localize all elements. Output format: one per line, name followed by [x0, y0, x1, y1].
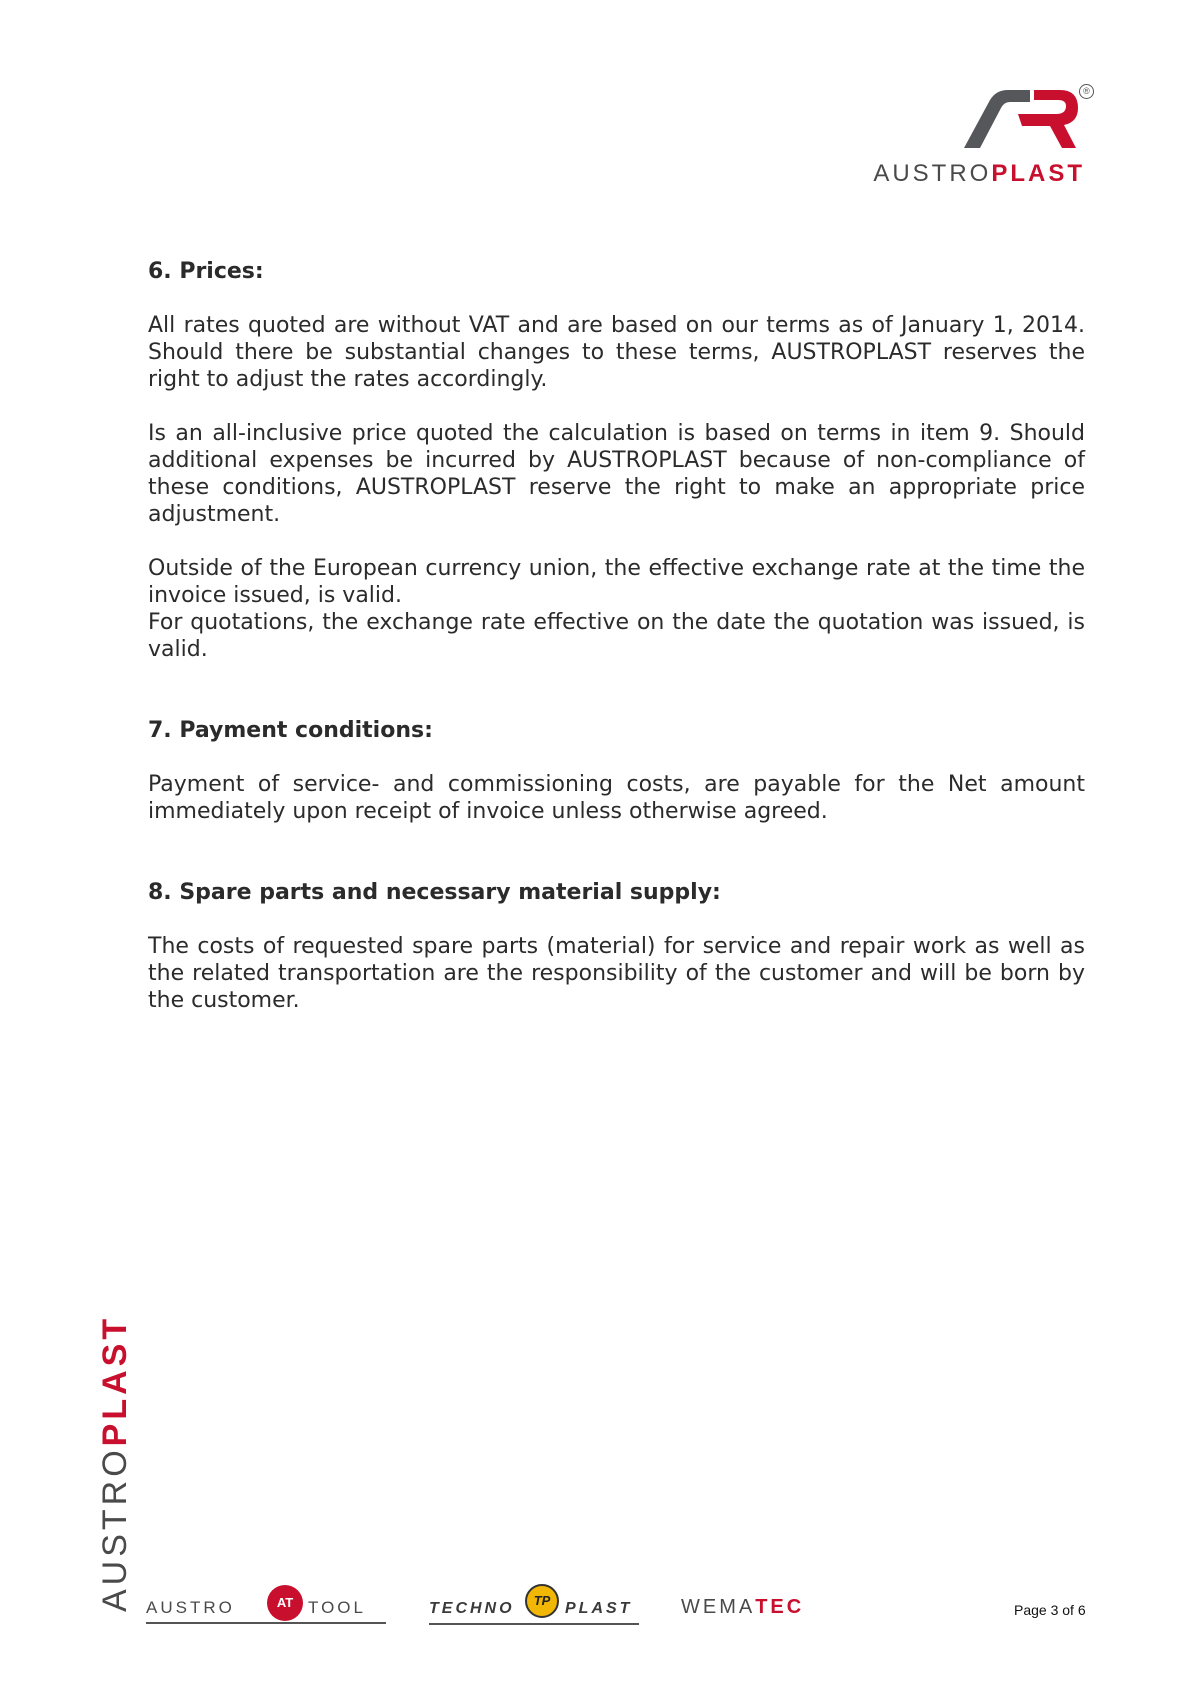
section-heading-payment-conditions: 7. Payment conditions:	[148, 718, 433, 743]
wematec-logo	[681, 1580, 831, 1630]
vertical-austroplast-brand	[98, 1315, 132, 1612]
prices-paragraph-3: Outside of the European currency union, the effective exchange rate at the time the invoice issued, is valid.	[148, 556, 1085, 608]
austrotool-logo	[146, 1580, 386, 1630]
wematec-part-tec: TEC	[755, 1596, 805, 1618]
austrotool-left-text: AUSTRO	[146, 1598, 235, 1617]
austroplast-header-logo	[805, 82, 1095, 187]
prices-paragraph-2: Is an all-inclusive price quoted the calculation is based on terms in item 9. Should additional expenses be incurred by AUSTROPLAST because of non-compliance of these conditions, AUSTROPLAST reserve the right to make an appropriate price adjustment.	[148, 421, 1085, 527]
prices-paragraph-1: All rates quoted are without VAT and are based on our terms as of January 1, 2014. Should there be substantial changes to these terms, AUSTROPLAST reserves the right to adjust the rates accordingly.	[148, 313, 1085, 392]
side-brand-austro: AUSTRO	[96, 1446, 134, 1612]
technoplast-logo	[429, 1580, 639, 1630]
austrotool-underline	[146, 1622, 386, 1624]
page-number: Page 3 of 6	[1014, 1602, 1086, 1618]
document-body	[148, 258, 1085, 1014]
section-heading-spare-parts: 8. Spare parts and necessary material supply:	[148, 880, 721, 905]
header-logo-wordmark	[805, 160, 1085, 188]
registered-mark: ®	[1079, 84, 1094, 99]
wematec-part-wema: WEMA	[681, 1596, 756, 1618]
logo-word-austro: AUSTRO	[873, 160, 992, 187]
technoplast-underline	[429, 1623, 639, 1625]
section-heading-prices: 6. Prices:	[148, 259, 264, 284]
technoplast-left-text: TECHNO	[429, 1600, 515, 1617]
spare-parts-paragraph-1: The costs of requested spare parts (material) for service and repair work as well as the related transportation are the responsibility of the customer and will be born by the customer.	[148, 934, 1085, 1013]
side-brand-plast: PLAST	[96, 1314, 134, 1447]
austrotool-right-text: TOOL	[308, 1598, 366, 1617]
wematec-wordmark	[681, 1596, 804, 1619]
austroplast-ar-logo-icon	[960, 88, 1080, 152]
logo-word-plast: PLAST	[991, 160, 1085, 187]
payment-paragraph-1: Payment of service- and commissioning costs, are payable for the Net amount immediately upon receipt of invoice unless otherwise agreed.	[148, 772, 1085, 824]
prices-paragraph-4: For quotations, the exchange rate effective on the date the quotation was issued, is valid.	[148, 610, 1085, 662]
austrotool-badge-icon: AT	[267, 1585, 303, 1621]
footer-logos	[146, 1580, 846, 1630]
technoplast-right-text: PLAST	[565, 1600, 633, 1617]
technoplast-badge-icon: TP	[525, 1584, 559, 1618]
